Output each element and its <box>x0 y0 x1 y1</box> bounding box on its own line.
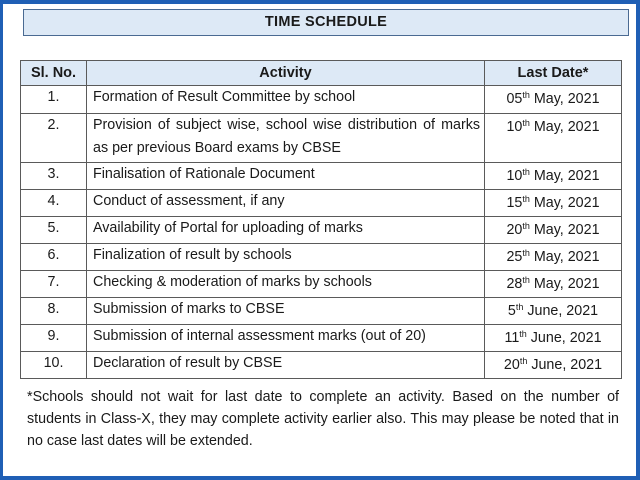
table-row <box>21 190 622 217</box>
row-sl-no: 8. <box>21 298 87 325</box>
date-month: June, 2021 <box>527 303 599 319</box>
date-suffix: th <box>522 248 530 258</box>
table-row <box>21 298 622 325</box>
row-sl-no: 9. <box>21 325 87 352</box>
row-last-date <box>485 298 622 325</box>
date-month: May, 2021 <box>533 168 600 184</box>
header-last-date: Last Date* <box>485 61 622 86</box>
row-last-date <box>485 352 622 379</box>
row-last-date <box>485 114 622 163</box>
frame-border-top <box>0 0 640 4</box>
date-suffix: th <box>522 118 530 128</box>
date-suffix: th <box>522 275 530 285</box>
row-last-date <box>485 217 622 244</box>
table-row <box>21 163 622 190</box>
date-day: 10 <box>506 168 523 184</box>
row-activity: Finalization of result by schools <box>87 244 485 271</box>
schedule-table <box>20 60 622 379</box>
header-sl-no: Sl. No. <box>21 61 87 86</box>
row-sl-no: 10. <box>21 352 87 379</box>
row-last-date <box>485 244 622 271</box>
date-month: May, 2021 <box>533 91 600 107</box>
row-activity: Availability of Portal for uploading of marks <box>87 217 485 244</box>
table-row <box>21 271 622 298</box>
date-day: 05 <box>506 91 523 107</box>
row-last-date <box>485 325 622 352</box>
date-month: May, 2021 <box>533 119 600 135</box>
row-activity: Checking & moderation of marks by schools <box>87 271 485 298</box>
row-sl-no: 6. <box>21 244 87 271</box>
row-activity: Finalisation of Rationale Document <box>87 163 485 190</box>
date-suffix: th <box>522 90 530 100</box>
row-last-date <box>485 163 622 190</box>
table-row <box>21 86 622 114</box>
header-activity: Activity <box>87 61 485 86</box>
row-sl-no: 5. <box>21 217 87 244</box>
row-last-date <box>485 271 622 298</box>
date-day: 20 <box>506 222 523 238</box>
row-activity: Formation of Result Committee by school <box>87 86 485 114</box>
date-month: May, 2021 <box>533 222 600 238</box>
row-activity: Submission of internal assessment marks (out of 20) <box>87 325 485 352</box>
date-suffix: th <box>522 221 530 231</box>
row-last-date <box>485 86 622 114</box>
date-day: 20 <box>503 357 520 373</box>
row-sl-no: 2. <box>21 114 87 163</box>
date-day: 11 <box>504 330 520 346</box>
page-title: TIME SCHEDULE <box>23 9 629 36</box>
date-month: June, 2021 <box>530 330 602 346</box>
row-activity: Declaration of result by CBSE <box>87 352 485 379</box>
date-suffix: th <box>519 329 527 339</box>
date-month: June, 2021 <box>531 357 603 373</box>
row-sl-no: 1. <box>21 86 87 114</box>
row-activity: Submission of marks to CBSE <box>87 298 485 325</box>
date-suffix: th <box>519 356 528 366</box>
row-activity: Conduct of assessment, if any <box>87 190 485 217</box>
date-suffix: th <box>515 302 524 312</box>
date-month: May, 2021 <box>533 195 600 211</box>
table-row <box>21 352 622 379</box>
table-row <box>21 325 622 352</box>
row-last-date <box>485 190 622 217</box>
table-row <box>21 217 622 244</box>
frame-border-right <box>636 0 640 480</box>
date-suffix: th <box>522 194 530 204</box>
date-day: 25 <box>506 249 523 265</box>
date-month: May, 2021 <box>533 249 600 265</box>
table-header-row <box>21 61 622 86</box>
row-activity: Provision of subject wise, school wise distribution of marks as per previous Board exams by CBSE <box>87 114 485 163</box>
table-row <box>21 244 622 271</box>
frame-border-left <box>0 0 3 480</box>
date-day: 5 <box>507 303 516 319</box>
date-day: 10 <box>506 119 523 135</box>
date-day: 28 <box>506 276 523 292</box>
footnote: *Schools should not wait for last date to complete an activity. Based on the number of students in Class-X, they may complete activity earlier also. This may please be noted that in no case last dates will be extended. <box>27 389 619 449</box>
table-row <box>21 114 622 163</box>
date-month: May, 2021 <box>533 276 600 292</box>
frame-border-bottom <box>0 476 640 480</box>
row-sl-no: 3. <box>21 163 87 190</box>
row-sl-no: 4. <box>21 190 87 217</box>
date-day: 15 <box>506 195 523 211</box>
date-suffix: th <box>522 167 530 177</box>
row-sl-no: 7. <box>21 271 87 298</box>
